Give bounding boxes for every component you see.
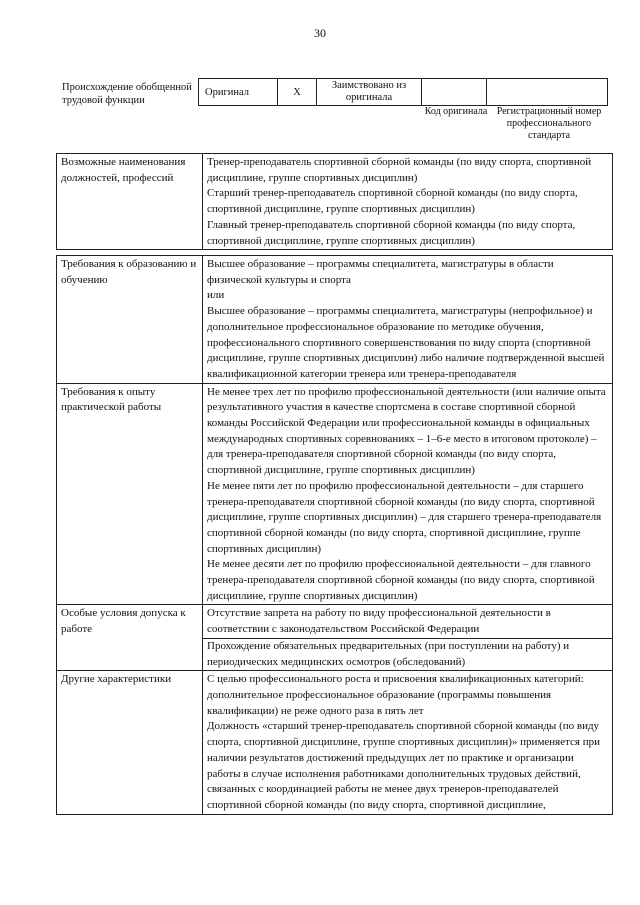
other-label: Другие характеристики (57, 671, 203, 814)
admission-row (57, 605, 613, 671)
education-item: Высшее образование – программы специалитета, магистратуры в области физической культуры и спорта (207, 258, 554, 286)
experience-item: Не менее десяти лет по профилю профессиональной деятельности – для главного тренера-преподавателя спортивной сборной команды (по виду спорта, спортивной дисциплине, группе спортивных дисциплин) (207, 558, 595, 602)
requirements-table (56, 255, 613, 815)
borrowed-cell: Заимствовано из оригинала (317, 79, 422, 106)
experience-item: Не менее трех лет по профилю профессиональной деятельности (или наличие опыта результативного участия в качестве спортсмена в составе спортивной сборной команды Российской Федерации или профессиональной команды в официальных международных спортивных соревнованиях – 1–6-е место в итоговом протоколе) – для тренера-преподавателя спортивной сборной команды (по виду спорта, спортивной дисциплине, группе спортивных дисциплин) (207, 385, 606, 477)
position-item: Тренер-преподаватель спортивной сборной команды (по виду спорта, спортивной дисциплине, группе спортивных дисциплин) (207, 156, 592, 184)
admission-item: Отсутствие запрета на работу по виду профессиональной деятельности в соответствии с законодательством Российской Федерации (207, 607, 551, 636)
experience-row (57, 383, 613, 605)
other-row (57, 671, 613, 814)
other-item: Должность «старший тренер-преподаватель спортивной сборной команды (по виду спорта, спортивной дисциплине, группе спортивных дисциплин)» применяется при наличии результатов достижений предыдущих лет по практике и организации работы в случае исполнения работниками дополнительных трудовых действий, связанных с координацией работы не менее двух тренеров-преподавателей спортивной сборной команды (по виду спорта, спортивной дисциплине, (207, 720, 601, 811)
admission-item: Прохождение обязательных предварительных (при поступлении на работу) и периодических медицинских осмотров (обследований) (203, 638, 612, 670)
other-item: С целью профессионального роста и присвоения квалификационных категорий: (207, 673, 584, 686)
reg-number-cell (487, 79, 608, 106)
experience-label: Требования к опыту практической работы (57, 383, 203, 605)
origin-table (198, 78, 608, 106)
code-cell (422, 79, 487, 106)
admission-content (203, 605, 613, 671)
experience-content (203, 383, 613, 605)
page-number: 30 (314, 26, 326, 40)
positions-table (56, 153, 613, 250)
experience-item: Не менее пяти лет по профилю профессиональной деятельности – для старшего тренера-преподавателя спортивной сборной команды (по виду спорта, спортивной дисциплине, группе спортивных дисциплин) – для старшего тренера-преподавателя спортивной сборной команды (по виду спорта, спортивной дисциплине, группе спортивных дисциплин) (207, 479, 602, 555)
education-item: или (207, 289, 225, 302)
positions-row (57, 154, 613, 250)
other-content (203, 671, 613, 814)
positions-label: Возможные наименования должностей, профессий (57, 154, 203, 250)
original-cell: Оригинал (199, 79, 278, 106)
education-content (203, 256, 613, 384)
education-label: Требования к образованию и обучению (57, 256, 203, 384)
admission-label: Особые условия допуска к работе (57, 605, 203, 671)
reg-caption: Регистрационный номер профессионального стандарта (496, 106, 602, 141)
education-row (57, 256, 613, 384)
code-caption: Код оригинала (424, 106, 488, 117)
origin-label: Происхождение обобщенной трудовой функции (62, 82, 192, 106)
position-item: Старший тренер-преподаватель спортивной сборной команды (по виду спорта, спортивной дисциплине, группе спортивных дисциплин) (207, 187, 578, 216)
other-item: дополнительное профессиональное образование (программы повышения квалификации) не реже одного раза в пять лет (207, 688, 552, 717)
position-item: Главный тренер-преподаватель спортивной сборной команды (по виду спорта, спортивной дисциплине, группе спортивных дисциплин) (207, 218, 576, 247)
positions-content (203, 154, 613, 250)
original-mark: X (278, 79, 317, 106)
education-item: Высшее образование – программы специалитета, магистратуры (непрофильное) и дополнительное профессиональное образование по методике обучения, профессионального спортивного совершенствования по виду спорта (спортивной дисциплине, группе спортивных дисциплин) либо наличие подтвержденной высшей квалификационной категории тренера или тренера-преподавателя (207, 305, 605, 380)
